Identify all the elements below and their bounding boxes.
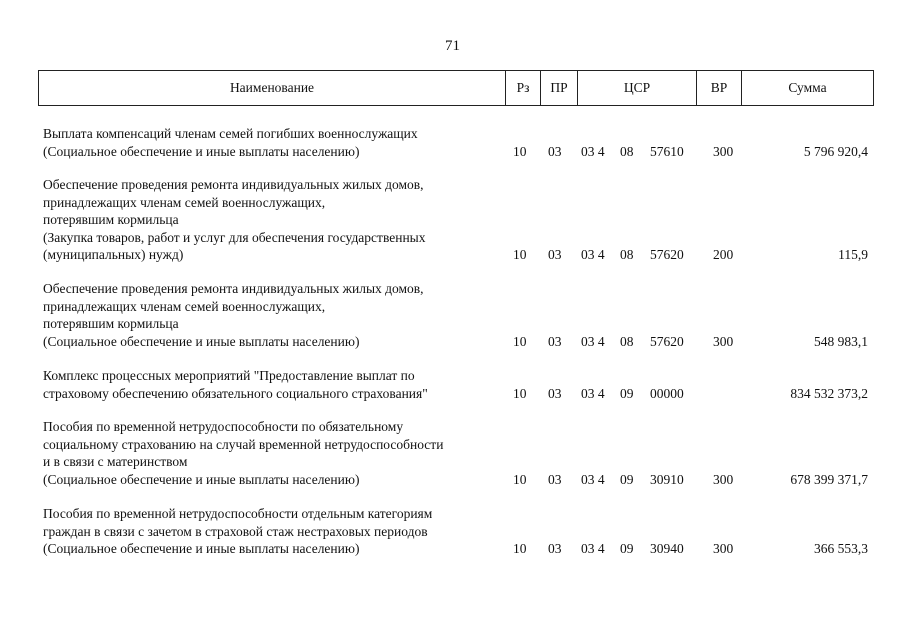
row-name: Комплекс процессных мероприятий "Предоставление выплат по страховому обеспечению обязательного социального страхования" [43,368,428,401]
row-vr: 300 [713,541,734,556]
row-sum: 548 983,1 [814,333,868,349]
row-sum: 678 399 371,7 [790,471,868,487]
row-pr: 03 [548,385,562,401]
row-csr-subprogram: 09 [620,471,634,487]
row-csr-code: 57620 [650,333,684,349]
row-csr-subprogram: 09 [620,541,634,556]
row-pr: 03 [548,247,562,262]
row-vr: 300 [713,471,734,487]
row-name: Выплата компенсаций членам семей погибших военнослужащих (Социальное обеспечение и иные выплаты населению) [43,126,418,159]
row-pr: 03 [548,541,562,556]
header-rz: Рз [505,71,540,105]
page-number: 71 [445,38,460,54]
row-csr-program: 03 4 [581,333,605,349]
header-sum: Сумма [741,71,873,105]
row-rz: 10 [513,541,527,556]
row-csr-subprogram: 08 [620,247,634,262]
row-name: Пособия по временной нетрудоспособности отдельным категориям граждан в связи с зачетом в страховой стаж нестраховых периодов (Социальное обеспечение и иные выплаты населению) [43,506,433,556]
row-vr: 300 [713,333,734,349]
row-csr-program: 03 4 [581,143,605,159]
row-pr: 03 [548,471,562,487]
row-rz: 10 [513,333,527,349]
row-csr-subprogram: 09 [620,385,634,401]
row-sum: 115,9 [838,247,868,262]
row-rz: 10 [513,471,527,487]
header-vr: ВР [696,71,741,105]
row-csr-code: 00000 [650,385,684,401]
row-sum: 366 553,3 [814,541,868,556]
row-sum: 834 532 373,2 [790,385,868,401]
header-csr: ЦСР [577,71,696,105]
row-name: Пособия по временной нетрудоспособности по обязательному социальному страхованию на случай временной нетрудоспособности и в связи с материнством (Социальное обеспечение и иные выплаты населению) [43,419,444,487]
header-pr: ПР [540,71,577,105]
row-csr-subprogram: 08 [620,143,634,159]
row-csr-program: 03 4 [581,385,605,401]
row-pr: 03 [548,333,562,349]
row-rz: 10 [513,385,527,401]
header-name: Наименование [229,80,315,95]
table-header [38,70,874,106]
row-vr: 200 [713,247,734,262]
row-csr-code: 30910 [650,471,684,487]
row-csr-program: 03 4 [581,247,605,262]
row-name: Обеспечение проведения ремонта индивидуальных жилых домов, принадлежащих членам семей военнослужащих, потерявшим кормильца (Социальное обеспечение и иные выплаты населению) [43,281,424,349]
row-csr-code: 57610 [650,143,684,159]
row-rz: 10 [513,143,527,159]
row-vr: 300 [713,143,734,159]
row-sum: 5 796 920,4 [803,143,868,159]
row-pr: 03 [548,143,562,159]
row-csr-program: 03 4 [581,471,605,487]
row-csr-subprogram: 08 [620,333,634,349]
row-rz: 10 [513,247,527,262]
row-csr-code: 57620 [650,247,684,262]
row-name: Обеспечение проведения ремонта индивидуальных жилых домов, принадлежащих членам семей военнослужащих, потерявшим кормильца (Закупка товаров, работ и услуг для обеспечения государственных (муниципальных) нужд) [43,177,426,262]
row-csr-program: 03 4 [581,541,605,556]
row-csr-code: 30940 [650,541,684,556]
